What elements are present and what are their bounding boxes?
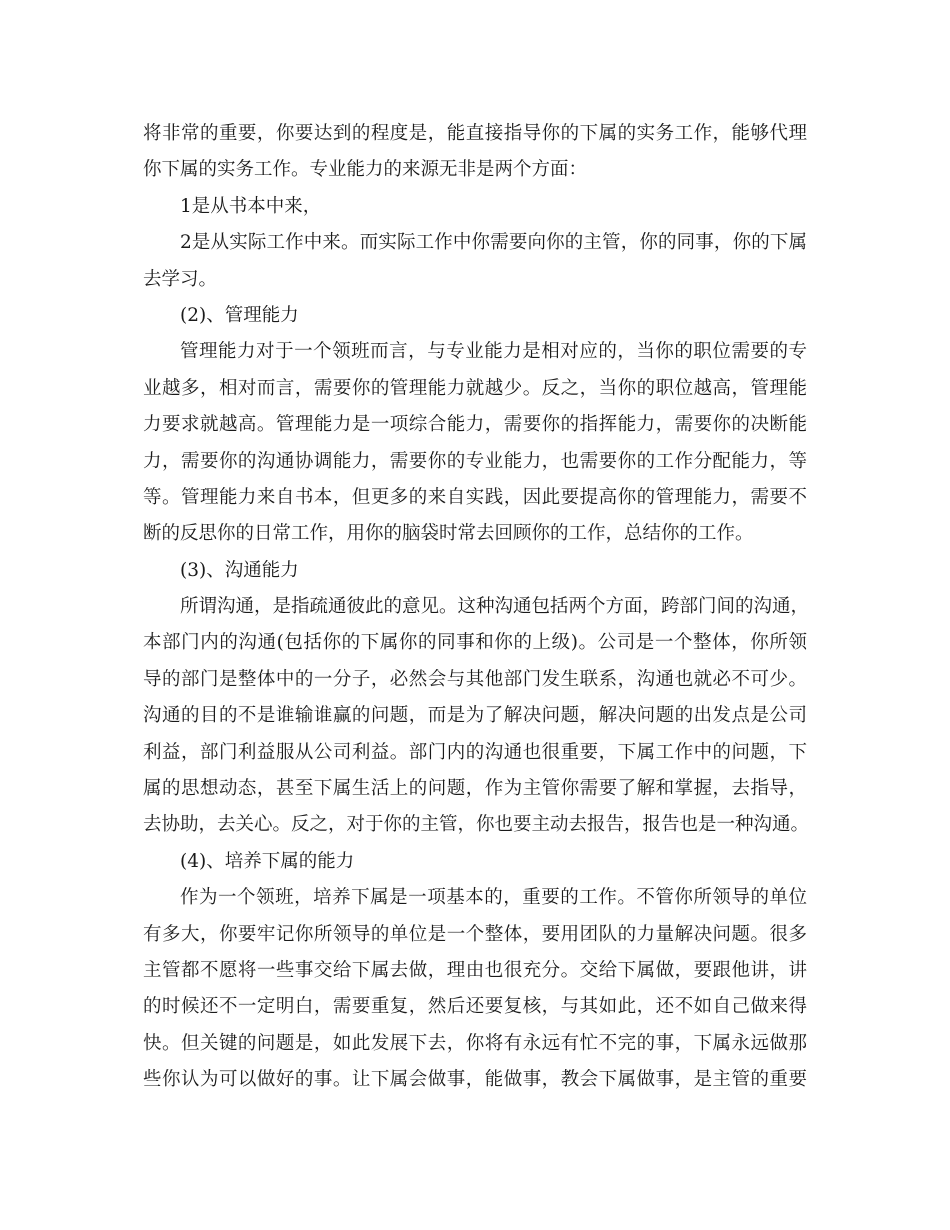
- body-line: 将非常的重要，你要达到的程度是，能直接指导你的下属的实务工作，能够代理: [143, 123, 807, 144]
- body-line: 本部门内的沟通(包括你的下属你的同事和你的上级)。公司是一个整体，你所领: [143, 632, 807, 654]
- body-line: 所谓沟通，是指疏通彼此的意见。这种沟通包括两个方面，跨部门间的沟通，: [180, 596, 810, 618]
- body-line: 导的部门是整体中的一分子，必然会与其他部门发生联系，沟通也就必不可少。: [143, 668, 807, 690]
- body-line: 利益，部门利益服从公司利益。部门内的沟通也很重要，下属工作中的问题，下: [143, 741, 807, 763]
- body-line: 业越多，相对而言，需要你的管理能力就越少。反之，当你的职位越高，管理能: [143, 377, 807, 399]
- section-heading: (2)、管理能力: [180, 304, 299, 326]
- body-line: 有多大，你要牢记你所领导的单位是一个整体，要用团队的力量解决问题。很多: [143, 923, 807, 945]
- body-line: 力要求就越高。管理能力是一项综合能力，需要你的指挥能力，需要你的决断能: [143, 414, 807, 436]
- body-line: 等。管理能力来自书本，但更多的来自实践，因此要提高你的管理能力，需要不: [143, 486, 807, 508]
- section-heading: (3)、沟通能力: [180, 559, 299, 581]
- list-item: 2是从实际工作中来。而实际工作中你需要向你的主管，你的同事，你的下属: [180, 232, 807, 254]
- body-line: 沟通的目的不是谁输谁赢的问题，而是为了解决问题，解决问题的出发点是公司: [143, 705, 807, 727]
- body-line: 力，需要你的沟通协调能力，需要你的专业能力，也需要你的工作分配能力，等: [143, 450, 807, 472]
- body-line: 属的思想动态，甚至下属生活上的问题，作为主管你需要了解和掌握，去指导，: [143, 778, 807, 800]
- body-line: 管理能力对于一个领班而言，与专业能力是相对应的，当你的职位需要的专: [180, 341, 807, 363]
- list-item: 1是从书本中来，: [180, 195, 322, 217]
- body-line: 你下属的实务工作。专业能力的来源无非是两个方面：: [143, 159, 588, 181]
- body-line: 的时候还不一定明白，需要重复，然后还要复核，与其如此，还不如自己做来得: [143, 996, 807, 1018]
- document-body: [143, 116, 810, 1099]
- body-line: 些你认为可以做好的事。让下属会做事，能做事，教会下属做事，是主管的重要: [143, 1069, 807, 1091]
- body-line: 去学习。: [143, 268, 218, 290]
- body-line: 断的反思你的日常工作，用你的脑袋时常去回顾你的工作，总结你的工作。: [143, 523, 754, 545]
- body-line: 去协助，去关心。反之，对于你的主管，你也要主动去报告，报告也是一种沟通。: [143, 814, 810, 836]
- body-line: 作为一个领班，培养下属是一项基本的，重要的工作。不管你所领导的单位: [180, 887, 807, 909]
- body-line: 主管都不愿将一些事交给下属去做，理由也很充分。交给下属做，要跟他讲，讲: [143, 959, 807, 981]
- section-heading: (4)、培养下属的能力: [180, 850, 355, 872]
- body-line: 快。但关键的问题是，如此发展下去，你将有永远有忙不完的事，下属永远做那: [143, 1032, 807, 1054]
